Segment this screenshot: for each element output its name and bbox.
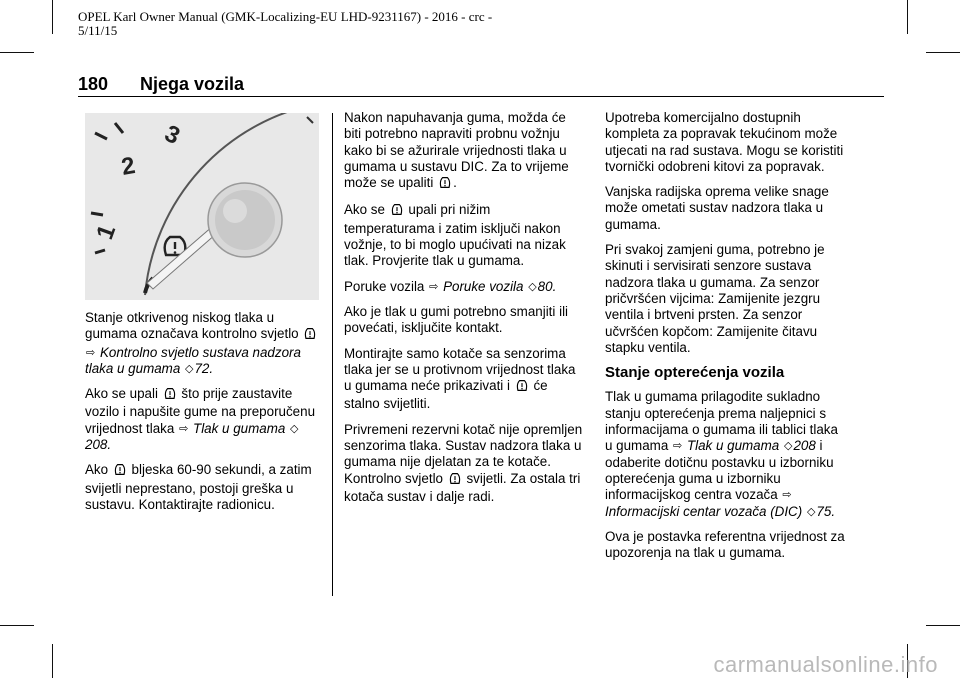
column-2	[344, 110, 584, 514]
tpms-warning-icon	[304, 327, 316, 344]
page-ref-number[interactable]: 75	[816, 503, 832, 519]
gauge-figure	[85, 113, 319, 300]
page-ref-number[interactable]: 80	[537, 278, 553, 294]
page-ref-icon: ◇	[806, 505, 816, 518]
section-heading: Stanje opterećenja vozila	[605, 364, 785, 382]
link-tyre-pressure[interactable]: Tlak u gumama	[686, 438, 780, 454]
page-heading	[78, 74, 244, 95]
paragraph: Ova je postavka referentna vrijednost za upozorenja na tlak u gumama.	[605, 528, 845, 561]
link-driver-info-centre[interactable]: Informacijski centar vozača (DIC)	[605, 503, 803, 519]
page-ref-icon: ◇	[783, 440, 793, 453]
tpms-warning-icon	[114, 463, 126, 480]
tpms-warning-icon	[439, 176, 451, 193]
header-line-1: OPEL Karl Owner Manual (GMK-Localizing-EU LHD-9231167) - 2016 - crc -	[78, 9, 493, 24]
crop-mark	[52, 0, 53, 34]
crop-mark	[0, 52, 34, 53]
paragraph: Vanjska radijska oprema velike snage može ometati sustav nadzora tlaka u gumama.	[605, 184, 829, 232]
link-vehicle-messages[interactable]: Poruke vozila	[443, 278, 524, 294]
page-ref-number[interactable]: 72	[194, 360, 210, 376]
paragraph: Montirajte samo kotače sa senzorima tlaka jer se u protivnom vrijednost tlaka u gumama neće prikazivati i će stalno svijetliti.	[344, 345, 576, 412]
reference-arrow-icon: ⇨	[673, 440, 683, 453]
column-divider	[332, 113, 333, 596]
figure-caption: Stanje otkrivenog niskog tlaka u gumama označava kontrolno svjetlo ⇨ Kontrolno svjetlo sustava nadzora tlaka u gumama ◇72.	[85, 310, 325, 377]
gauge-label-1: 1	[91, 221, 122, 244]
link-tyre-pressure[interactable]: Tlak u gumama	[193, 420, 286, 436]
page-ref-number[interactable]: 208	[85, 437, 108, 453]
paragraph: Ako je tlak u gumi potrebno smanjiti ili povećati, isključite kontakt.	[344, 303, 569, 336]
page-ref-icon: ◇	[528, 280, 537, 293]
reference-arrow-icon: ⇨	[782, 489, 792, 502]
link-tpms-indicator[interactable]: Kontrolno svjetlo sustava nadzora tlaka u gumama	[85, 344, 301, 376]
column-3	[605, 110, 845, 570]
crop-mark	[0, 625, 34, 626]
caption-text: Stanje otkrivenog niskog tlaka u gumama označava kontrolno svjetlo	[85, 310, 299, 342]
paragraph: Pri svakoj zamjeni guma, potrebno je skinuti i servisirati senzore sustava nadzora tlaka u gumama. Za senzor pričvršćen vijcima: Zamijenite jezgru ventila i brtveni prsten. Za senzor učvršćen kopčom: Zamijenite čitavu stapku ventila.	[605, 242, 825, 355]
header-line-2: 5/11/15	[78, 23, 118, 38]
crop-mark	[52, 644, 53, 678]
paragraph: Ako se upali što prije zaustavite vozilo i napušite gume na preporučenu vrijednost tlaka ⇨ Tlak u gumama ◇208.	[85, 386, 316, 453]
page-ref-icon: ◇	[185, 362, 194, 375]
page-ref-icon: ◇	[290, 422, 299, 435]
paragraph: Poruke vozila ⇨ Poruke vozila ◇80.	[344, 278, 557, 294]
paragraph: Privremeni rezervni kotač nije opremljen senzorima tlaka. Sustav nadzora tlaka u gumama nije djelatan za te kotače. Kontrolno svjetlo svijetli. Za ostala tri kotača sustav i dalje radi.	[344, 421, 583, 504]
tpms-warning-icon	[391, 203, 403, 220]
tpms-warning-icon	[516, 379, 528, 396]
gauge-label-3: 3	[160, 119, 184, 151]
reference-arrow-icon: ⇨	[86, 346, 96, 359]
page-number: 180	[78, 74, 109, 94]
column-1	[85, 310, 325, 522]
reference-arrow-icon: ⇨	[179, 422, 189, 435]
watermark: carmanualsonline.info	[713, 652, 938, 677]
paragraph: Tlak u gumama prilagodite sukladno stanju opterećenja prema naljepnici s informacijama o gumama ili tablici tlaka u gumama ⇨ Tlak u gumama ◇208 i odaberite dotičnu postavku u izborniku opterećenja guma u izborniku informacijskog centra vozača ⇨ Informacijski centar vozača (DIC) ◇75.	[605, 389, 838, 519]
crop-mark	[926, 52, 960, 53]
paragraph: Nakon napuhavanja guma, možda će biti potrebno napraviti probnu vožnju kako bi se ažurirale vrijednosti tlaka u gumama u sustavu DIC. Za to vrijeme može se upaliti .	[344, 110, 584, 193]
crop-mark	[907, 0, 908, 34]
paragraph: Ako se upali pri nižim temperaturama i zatim isključi nakon vožnje, to bi moglo upućivati na nizak tlak. Provjerite tlak u gumama.	[344, 202, 566, 269]
page-ref-number[interactable]: 208	[793, 438, 816, 454]
tpms-warning-icon	[449, 472, 461, 489]
header-rule	[78, 96, 884, 97]
page-title: Njega vozila	[140, 74, 245, 94]
paragraph: Upotreba komercijalno dostupnih kompleta za popravak tekućinom može utjecati na rad sustava. Mogu se koristiti tvornički odobreni kitovi za popravak.	[605, 110, 844, 174]
crop-mark	[926, 625, 960, 626]
gauge-label-2: 2	[119, 151, 138, 181]
reference-arrow-icon: ⇨	[429, 280, 439, 293]
tpms-warning-icon	[164, 387, 176, 404]
paragraph: Ako bljeska 60-90 sekundi, a zatim svijetli neprestano, postoji greška u sustavu. Kontaktirajte radionicu.	[85, 462, 312, 512]
tyre-pressure-gauge-illustration	[85, 113, 319, 300]
document-header	[78, 10, 492, 38]
